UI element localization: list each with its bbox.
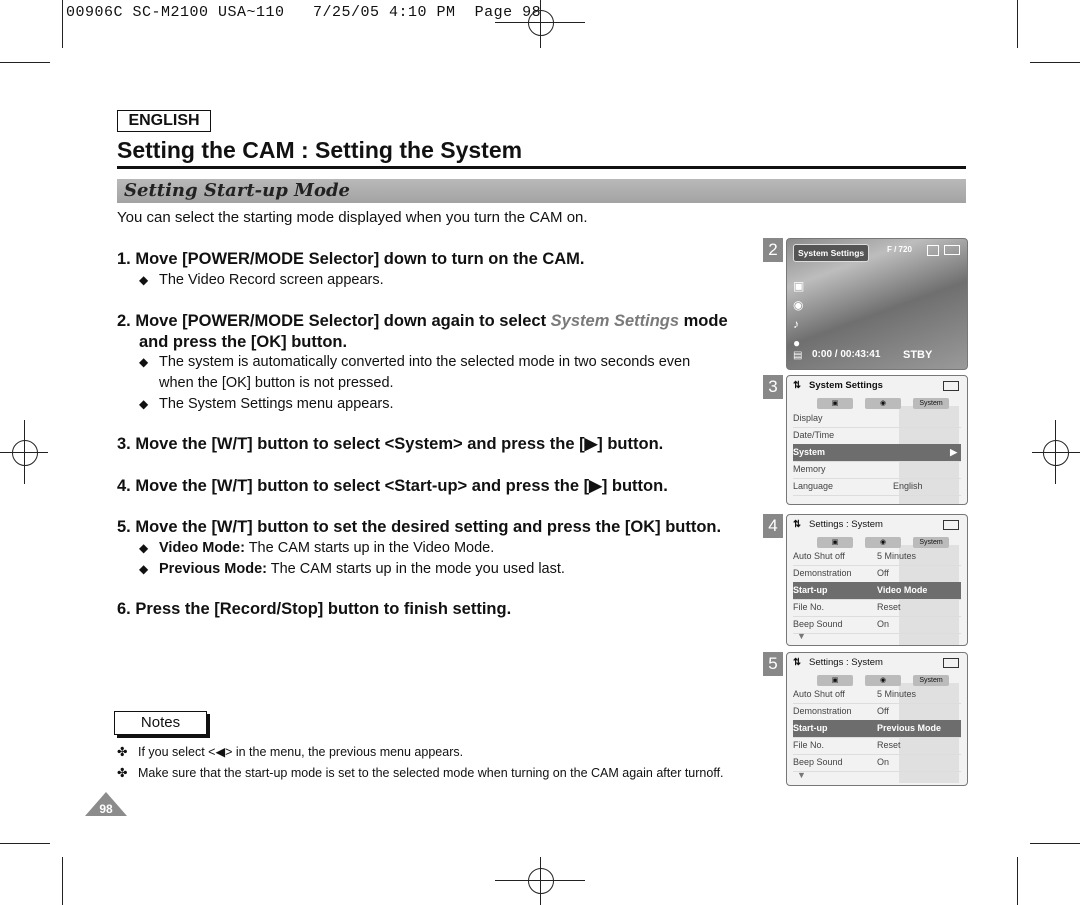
menu-item-selected[interactable]: Start-up Video Mode bbox=[793, 582, 961, 600]
tab-system[interactable]: System bbox=[913, 675, 949, 686]
menu-title: System Settings bbox=[809, 380, 883, 391]
camera-icon: ◉ bbox=[793, 298, 804, 312]
registration-mark bbox=[12, 440, 38, 466]
menu-item[interactable]: Demonstration Off bbox=[793, 565, 961, 583]
step-5-bullet-1: ◆ Video Mode: The CAM starts up in the Video Mode. bbox=[139, 538, 494, 559]
screen-number: 3 bbox=[763, 375, 783, 399]
diamond-icon: ◆ bbox=[139, 541, 149, 555]
save-icon: ▤ bbox=[793, 350, 803, 361]
title-rule bbox=[117, 166, 966, 169]
menu-tabs bbox=[797, 673, 957, 687]
tab-system[interactable]: System bbox=[913, 398, 949, 409]
step-5: 5. Move the [W/T] button to set the desired setting and press the [OK] button. bbox=[117, 518, 722, 536]
screen-system-settings bbox=[786, 375, 968, 505]
crop-mark bbox=[1017, 0, 1018, 48]
menu-item[interactable]: File No. Reset bbox=[793, 599, 961, 617]
crop-mark bbox=[1017, 857, 1018, 905]
menu-item[interactable]: Beep Sound On bbox=[793, 616, 961, 634]
battery-icon bbox=[943, 658, 959, 668]
registration-mark bbox=[528, 868, 554, 894]
crop-mark bbox=[0, 843, 50, 844]
settings-icon: ⇅ bbox=[793, 657, 801, 668]
section-title: Setting Start-up Mode bbox=[124, 180, 351, 201]
scroll-down-icon[interactable]: ▼ bbox=[797, 770, 806, 780]
microphone-icon: ● bbox=[793, 336, 801, 350]
menu-item[interactable]: Date/Time bbox=[793, 427, 961, 445]
cross-bullet-icon: ✤ bbox=[117, 766, 128, 780]
tab-camera-icon[interactable]: ◉ bbox=[865, 675, 901, 686]
page-title: Setting the CAM : Setting the System bbox=[117, 137, 523, 163]
diamond-icon: ◆ bbox=[139, 562, 149, 576]
screen-settings-system-video bbox=[786, 514, 968, 646]
battery-icon bbox=[944, 245, 960, 255]
screen-settings-system-previous bbox=[786, 652, 968, 786]
menu-item[interactable]: Language English bbox=[793, 478, 961, 496]
menu-header bbox=[787, 376, 967, 396]
step-2-line2: and press the [OK] button. bbox=[139, 333, 348, 351]
battery-icon bbox=[943, 381, 959, 391]
registration-mark bbox=[528, 10, 554, 36]
language-badge: ENGLISH bbox=[117, 110, 211, 132]
system-settings-label: System Settings bbox=[793, 244, 869, 262]
print-slug: 00906C SC-M2100 USA~110 7/25/05 4:10 PM Page 98 bbox=[66, 4, 542, 21]
tab-system[interactable]: System bbox=[913, 537, 949, 548]
menu-item[interactable]: Demonstration Off bbox=[793, 703, 961, 721]
menu-item[interactable]: Memory bbox=[793, 461, 961, 479]
step-4: 4. Move the [W/T] button to select <Start-up> and press the [▶] button. bbox=[117, 477, 668, 495]
menu-item[interactable]: Display bbox=[793, 410, 961, 428]
arrow-right-icon: ▶ bbox=[950, 447, 957, 457]
battery-icon bbox=[943, 520, 959, 530]
menu-item[interactable]: Beep Sound On bbox=[793, 754, 961, 772]
quality-indicator: F / 720 bbox=[887, 245, 912, 254]
diamond-icon: ◆ bbox=[139, 397, 149, 411]
tab-camera-icon[interactable]: ◉ bbox=[865, 398, 901, 409]
screen-number: 2 bbox=[763, 238, 783, 262]
mode-icons bbox=[793, 277, 804, 353]
step-1-bullet: ◆ The Video Record screen appears. bbox=[139, 270, 384, 291]
tab-camera-icon[interactable]: ◉ bbox=[865, 537, 901, 548]
registration-mark bbox=[1043, 440, 1069, 466]
menu-header bbox=[787, 515, 967, 535]
menu-title: Settings : System bbox=[809, 519, 883, 530]
registration-mark bbox=[24, 420, 25, 484]
screen-number: 5 bbox=[763, 652, 783, 676]
time-counter: 0:00 / 00:43:41 bbox=[812, 349, 881, 360]
crop-mark bbox=[62, 857, 63, 905]
card-icon bbox=[927, 245, 939, 256]
settings-icon: ⇅ bbox=[793, 380, 801, 391]
crop-mark bbox=[1030, 843, 1080, 844]
page-number: 98 bbox=[99, 802, 113, 816]
tab-video-icon[interactable]: ▣ bbox=[817, 398, 853, 409]
page-number-badge bbox=[84, 791, 128, 817]
registration-mark bbox=[540, 0, 541, 48]
system-settings-highlight: System Settings bbox=[550, 312, 680, 330]
notes-label: Notes bbox=[114, 711, 207, 735]
settings-icon: ⇅ bbox=[793, 519, 801, 530]
crop-mark bbox=[1030, 62, 1080, 63]
screen-number: 4 bbox=[763, 514, 783, 538]
menu-tabs bbox=[797, 535, 957, 549]
menu-item[interactable]: Auto Shut off 5 Minutes bbox=[793, 686, 961, 704]
menu-header bbox=[787, 653, 967, 673]
step-2-bullet-1: ◆ The system is automatically converted into the selected mode in two seconds even bbox=[139, 352, 690, 373]
menu-tabs bbox=[797, 396, 957, 410]
menu-item[interactable]: Auto Shut off 5 Minutes bbox=[793, 548, 961, 566]
menu-item-selected[interactable]: System ▶ bbox=[793, 444, 961, 462]
step-1: 1. Move [POWER/MODE Selector] down to turn on the CAM. bbox=[117, 250, 585, 268]
menu-title: Settings : System bbox=[809, 657, 883, 668]
step-3: 3. Move the [W/T] button to select <System> and press the [▶] button. bbox=[117, 435, 664, 453]
step-5-bullet-2: ◆ Previous Mode: The CAM starts up in the mode you used last. bbox=[139, 559, 565, 580]
diamond-icon: ◆ bbox=[139, 273, 149, 287]
step-2-bullet-2: ◆ The System Settings menu appears. bbox=[139, 394, 394, 415]
intro-text: You can select the starting mode displayed when you turn the CAM on. bbox=[117, 209, 588, 226]
cross-bullet-icon: ✤ bbox=[117, 745, 128, 759]
registration-mark bbox=[1055, 420, 1056, 484]
scroll-down-icon[interactable]: ▼ bbox=[797, 631, 806, 641]
step-2: 2. Move [POWER/MODE Selector] down again to select System Settings mode bbox=[117, 312, 728, 330]
crop-mark bbox=[62, 0, 63, 48]
note-2: ✤ Make sure that the start-up mode is set to the selected mode when turning on the CAM again after turnoff. bbox=[117, 766, 724, 780]
tab-video-icon[interactable]: ▣ bbox=[817, 675, 853, 686]
status-stby: STBY bbox=[903, 349, 933, 361]
tab-video-icon[interactable]: ▣ bbox=[817, 537, 853, 548]
step-6: 6. Press the [Record/Stop] button to finish setting. bbox=[117, 600, 512, 618]
menu-item-selected[interactable]: Start-up Previous Mode bbox=[793, 720, 961, 738]
crop-mark bbox=[0, 62, 50, 63]
registration-mark bbox=[540, 857, 541, 905]
note-1: ✤ If you select <◀> in the menu, the previous menu appears. bbox=[117, 745, 464, 759]
video-mode-icon: ▣ bbox=[793, 279, 805, 293]
step-2-bullet-1-cont: when the [OK] button is not pressed. bbox=[159, 375, 394, 391]
music-icon: ♪ bbox=[793, 317, 799, 331]
menu-item[interactable]: File No. Reset bbox=[793, 737, 961, 755]
registration-mark bbox=[1032, 452, 1080, 453]
screen-video-record bbox=[786, 238, 968, 370]
diamond-icon: ◆ bbox=[139, 355, 149, 369]
